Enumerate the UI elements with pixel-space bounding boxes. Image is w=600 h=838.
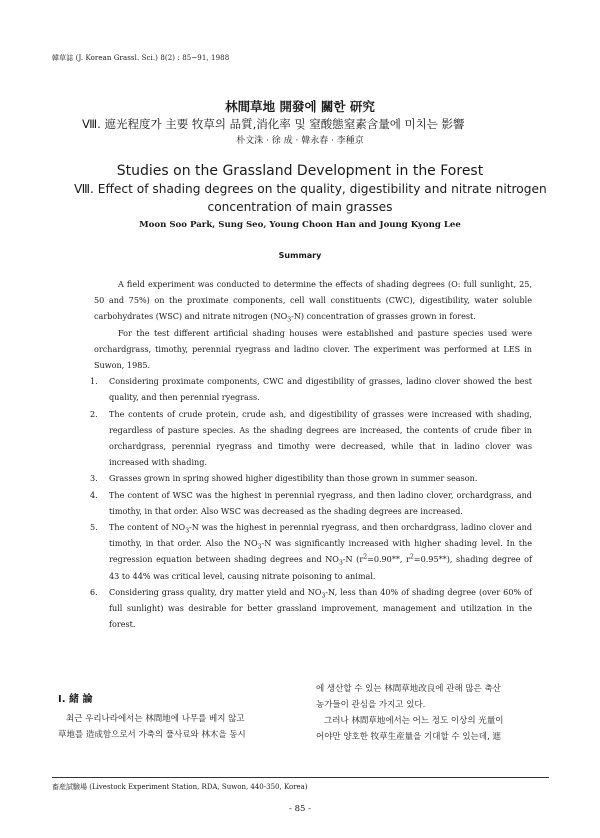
journal-citation: 韓草誌 (J. Korean Grassl. Sci.) 8(2) : 85~91, 1988 <box>52 54 230 62</box>
finding-item: 2. The contents of crude protein, crude ash, and digestibility of grasses were increased with shading, regardless of pasture species. As the shading degrees are increased, the contents of crude fiber in orchardgrass, perennial ryegrass and timothy were decreased, while that in ladino clover was increased with shading. <box>90 408 532 468</box>
korean-subtitle: Ⅷ. 遮光程度가 主要 牧草의 品質,消化率 및 窒酸態窒素含量에 미치는 影響 <box>82 117 465 131</box>
korean-title: 林間草地 開發에 關한 研究 <box>225 99 375 114</box>
finding-item: 4. The content of WSC was the highest in perennial ryegrass, and then ladino clover, orchardgrass, and timothy, in that order. Also WSC was decreased as the shading degrees are increased. <box>90 489 532 516</box>
affiliation-footnote: 畜産試驗場 (Livestock Experiment Station, RDA, Suwon, 440-350, Korea) <box>52 783 308 791</box>
english-title: Studies on the Grassland Development in the Forest <box>116 163 484 179</box>
summary-heading: Summary <box>278 251 322 260</box>
section-heading: Ⅰ. 緒 論 <box>58 694 93 705</box>
summary-body <box>90 276 533 632</box>
english-authors: Moon Soo Park, Sung Seo, Young Choon Han and Joung Kyong Lee <box>139 220 461 230</box>
summary-paragraph: A field experiment was conducted to determine the effects of shading degrees (O: full sunlight, 25, 50 and 75%) on the proximate components, cell wall constituents (CWC), digestibility, water soluble carbohydrates (WSC) and nitrate nitrogen $(NO_3-N)$ concentration of grasses grown in forest. <box>94 279 532 325</box>
intro-right-column <box>316 681 550 745</box>
text-line: 어야만 양호한 牧草生産量을 기대할 수 있는데, 遮 <box>316 732 501 742</box>
finding-item: 5. The content of $NO_3-N$ was the highest in perennial ryegrass, and then orchardgrass, ladino clover and timothy, in that order. Also the $NO_3-N$ was significantly increased with higher shading level. In the regression equation between shading degrees and $NO_3-N$ ($r^2=0.90**$, $r^2=0.95**$), shading degree of 43 to 44% was critical level, causing nitrate poisoning to animal. <box>90 522 533 581</box>
text-line: 草地를 造成함으로서 가축의 풀사료와 林木을 동시 <box>58 730 246 740</box>
text-line: 최근 우리나라에서는 林間地에 나무를 베지 않고 <box>66 714 245 724</box>
findings-list <box>90 373 533 632</box>
english-subtitle-line1: Ⅷ. Effect of shading degrees on the quality, digestibility and nitrate nitrogen <box>74 182 547 196</box>
finding-item: 3. Grasses grown in spring showed higher digestibility than those grown in summer season. <box>90 473 478 484</box>
page-number: - 85 - <box>289 804 311 814</box>
finding-item: 1. Considering proximate components, CWC and digestibility of grasses, ladino clover showed the best quality, and then perennial ryegrass. <box>90 376 532 403</box>
summary-paragraph: For the test different artificial shading houses were established and pasture species used were orchardgrass, timothy, perennial ryegrass and ladino clover. The experiment was performed at LES in Suwon, 1985. <box>94 327 532 371</box>
intro-left-column <box>58 711 290 743</box>
text-line: 에 생산할 수 있는 林間草地改良에 관해 많은 축산 <box>316 684 501 694</box>
korean-authors: 朴文洙 · 徐 成 · 韓永春 · 李種京 <box>236 136 364 146</box>
finding-item: 6. Considering grass quality, dry matter yield and $NO_3-N$, less than 40% of shading degree (over 60% of full sunlight) was desirable for better grassland improvement, management and utilization in the forest. <box>90 586 532 630</box>
text-line: 그러나 林間草地에서는 어느 정도 이상의 光量이 <box>324 716 504 726</box>
english-subtitle-line2: concentration of main grasses <box>207 200 393 214</box>
footnote-divider <box>52 777 549 778</box>
text-line: 농가들이 관심을 가지고 있다. <box>316 700 426 710</box>
